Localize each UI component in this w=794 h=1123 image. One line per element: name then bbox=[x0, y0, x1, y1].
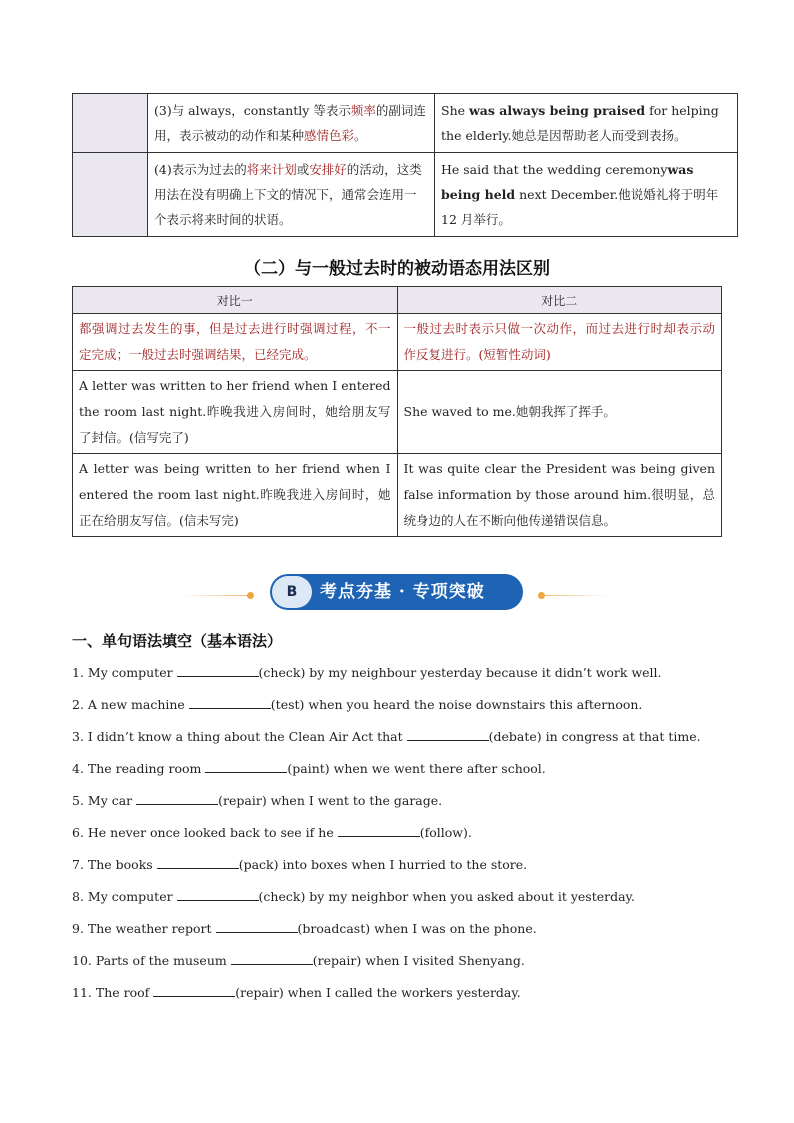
highlight-text: 安排好 bbox=[309, 162, 347, 177]
answer-blank[interactable] bbox=[136, 790, 218, 805]
section-banner bbox=[180, 574, 610, 610]
question-text: 3. I didn’t know a thing about the Clean Air Act that bbox=[72, 729, 407, 744]
question-text: 7. The books bbox=[72, 857, 157, 872]
example-cell bbox=[435, 153, 738, 237]
table-cell: 都强调过去发生的事，但是过去进行时强调过程，不一定完成；一般过去时强调结果，已经完成。 bbox=[73, 314, 398, 371]
question-text: 10. Parts of the museum bbox=[72, 953, 231, 968]
decorative-line bbox=[180, 595, 250, 596]
question-item bbox=[72, 694, 732, 726]
usage-description-cell bbox=[148, 153, 435, 237]
question-item bbox=[72, 662, 732, 694]
answer-blank[interactable] bbox=[153, 982, 235, 997]
section-title: （二）与一般过去时的被动语态用法区别 bbox=[244, 259, 550, 279]
question-text: 6. He never once looked back to see if he bbox=[72, 825, 338, 840]
answer-blank[interactable] bbox=[338, 822, 420, 837]
table-row bbox=[73, 314, 722, 371]
text: 。 bbox=[354, 128, 367, 143]
text: He said that the wedding ceremony bbox=[441, 162, 668, 177]
question-text: 2. A new machine bbox=[72, 697, 189, 712]
question-text: 4. The reading room bbox=[72, 761, 206, 776]
table-row bbox=[73, 371, 722, 454]
empty-cell bbox=[73, 153, 148, 237]
banner-title: 考点夯基 · 专项突破 bbox=[320, 582, 485, 602]
bold-text: was always being praised bbox=[469, 103, 646, 118]
highlight-text: 感情色彩 bbox=[304, 128, 355, 143]
answer-blank[interactable] bbox=[231, 950, 313, 965]
question-item bbox=[72, 822, 732, 854]
answer-blank[interactable] bbox=[205, 758, 287, 773]
table-cell: A letter was being written to her friend when I entered the room last night.昨晚我进入房间时，她正在给朋友写信。(信未写完) bbox=[73, 454, 398, 537]
exercise-title: 一、单句语法填空（基本语法） bbox=[72, 632, 283, 650]
answer-blank[interactable] bbox=[216, 918, 298, 933]
question-item bbox=[72, 758, 732, 790]
question-item bbox=[72, 950, 732, 982]
question-text: (debate) in congress at that time. bbox=[488, 729, 701, 744]
empty-cell bbox=[73, 94, 148, 153]
text: for helping the elderly.她总是因帮助老人而受到表扬。 bbox=[441, 103, 719, 143]
answer-blank[interactable] bbox=[157, 854, 239, 869]
question-text: (follow). bbox=[419, 825, 472, 840]
text: (4)表示为过去的 bbox=[154, 162, 247, 177]
question-item bbox=[72, 886, 732, 918]
text: 的活动，这类用法在没有明确上下文的情况下，通常会连用一个表示将来时间的状语。 bbox=[154, 162, 422, 227]
highlight-text: 将来计划 bbox=[246, 162, 297, 177]
question-text: (check) by my neighbor when you asked about it yesterday. bbox=[258, 889, 635, 904]
question-text: (repair) when I visited Shenyang. bbox=[312, 953, 525, 968]
question-text: (check) by my neighbour yesterday because it didn’t work well. bbox=[258, 665, 662, 680]
question-text: (paint) when we went there after school. bbox=[287, 761, 546, 776]
decorative-line bbox=[540, 595, 610, 596]
text: 的副词连用，表示被动的动作和某种 bbox=[154, 103, 426, 143]
table-cell: 一般过去时表示只做一次动作，而过去进行时却表示动作反复进行。(短暂性动词) bbox=[397, 314, 722, 371]
bold-text: was being held bbox=[441, 162, 694, 202]
table-row bbox=[73, 94, 738, 153]
decorative-dot bbox=[247, 592, 254, 599]
highlight-text: 频率 bbox=[350, 103, 376, 118]
table-row bbox=[73, 454, 722, 537]
column-header: 对比二 bbox=[397, 287, 722, 314]
answer-blank[interactable] bbox=[177, 662, 259, 677]
example-cell bbox=[435, 94, 738, 153]
table-cell: It was quite clear the President was being given false information by those around him.很明显，总统身边的人在不断向他传递错误信息。 bbox=[397, 454, 722, 537]
question-list bbox=[72, 662, 732, 1014]
usage-description-cell bbox=[148, 94, 435, 153]
question-text: 11. The roof bbox=[72, 985, 154, 1000]
banner-letter-badge: B bbox=[272, 576, 312, 608]
question-item bbox=[72, 982, 732, 1014]
text: (3)与 always，constantly 等表示 bbox=[154, 103, 351, 118]
table-cell: A letter was written to her friend when I entered the room last night.昨晚我进入房间时，她给朋友写了封信。(信写完了) bbox=[73, 371, 398, 454]
question-item bbox=[72, 790, 732, 822]
question-text: (repair) when I went to the garage. bbox=[218, 793, 443, 808]
question-text: 1. My computer bbox=[72, 665, 177, 680]
question-text: (test) when you heard the noise downstairs this afternoon. bbox=[270, 697, 643, 712]
question-text: (pack) into boxes when I hurried to the store. bbox=[238, 857, 528, 872]
text: next December.他说婚礼将于明年 12 月举行。 bbox=[441, 187, 719, 227]
table-row bbox=[73, 153, 738, 237]
question-text: (broadcast) when I was on the phone. bbox=[297, 921, 537, 936]
question-item bbox=[72, 726, 732, 758]
question-text: 8. My computer bbox=[72, 889, 177, 904]
table-header-row bbox=[73, 287, 722, 314]
answer-blank[interactable] bbox=[407, 726, 489, 741]
text: 或 bbox=[296, 162, 310, 177]
comparison-table bbox=[72, 286, 722, 537]
question-text: 5. My car bbox=[72, 793, 137, 808]
question-item bbox=[72, 918, 732, 950]
usage-table bbox=[72, 93, 738, 237]
text: She bbox=[441, 103, 469, 118]
question-text: (repair) when I called the workers yesterday. bbox=[235, 985, 521, 1000]
answer-blank[interactable] bbox=[189, 694, 271, 709]
question-item bbox=[72, 854, 732, 886]
table-cell: She waved to me.她朝我挥了挥手。 bbox=[397, 371, 722, 454]
answer-blank[interactable] bbox=[177, 886, 259, 901]
column-header: 对比一 bbox=[73, 287, 398, 314]
question-text: 9. The weather report bbox=[72, 921, 216, 936]
